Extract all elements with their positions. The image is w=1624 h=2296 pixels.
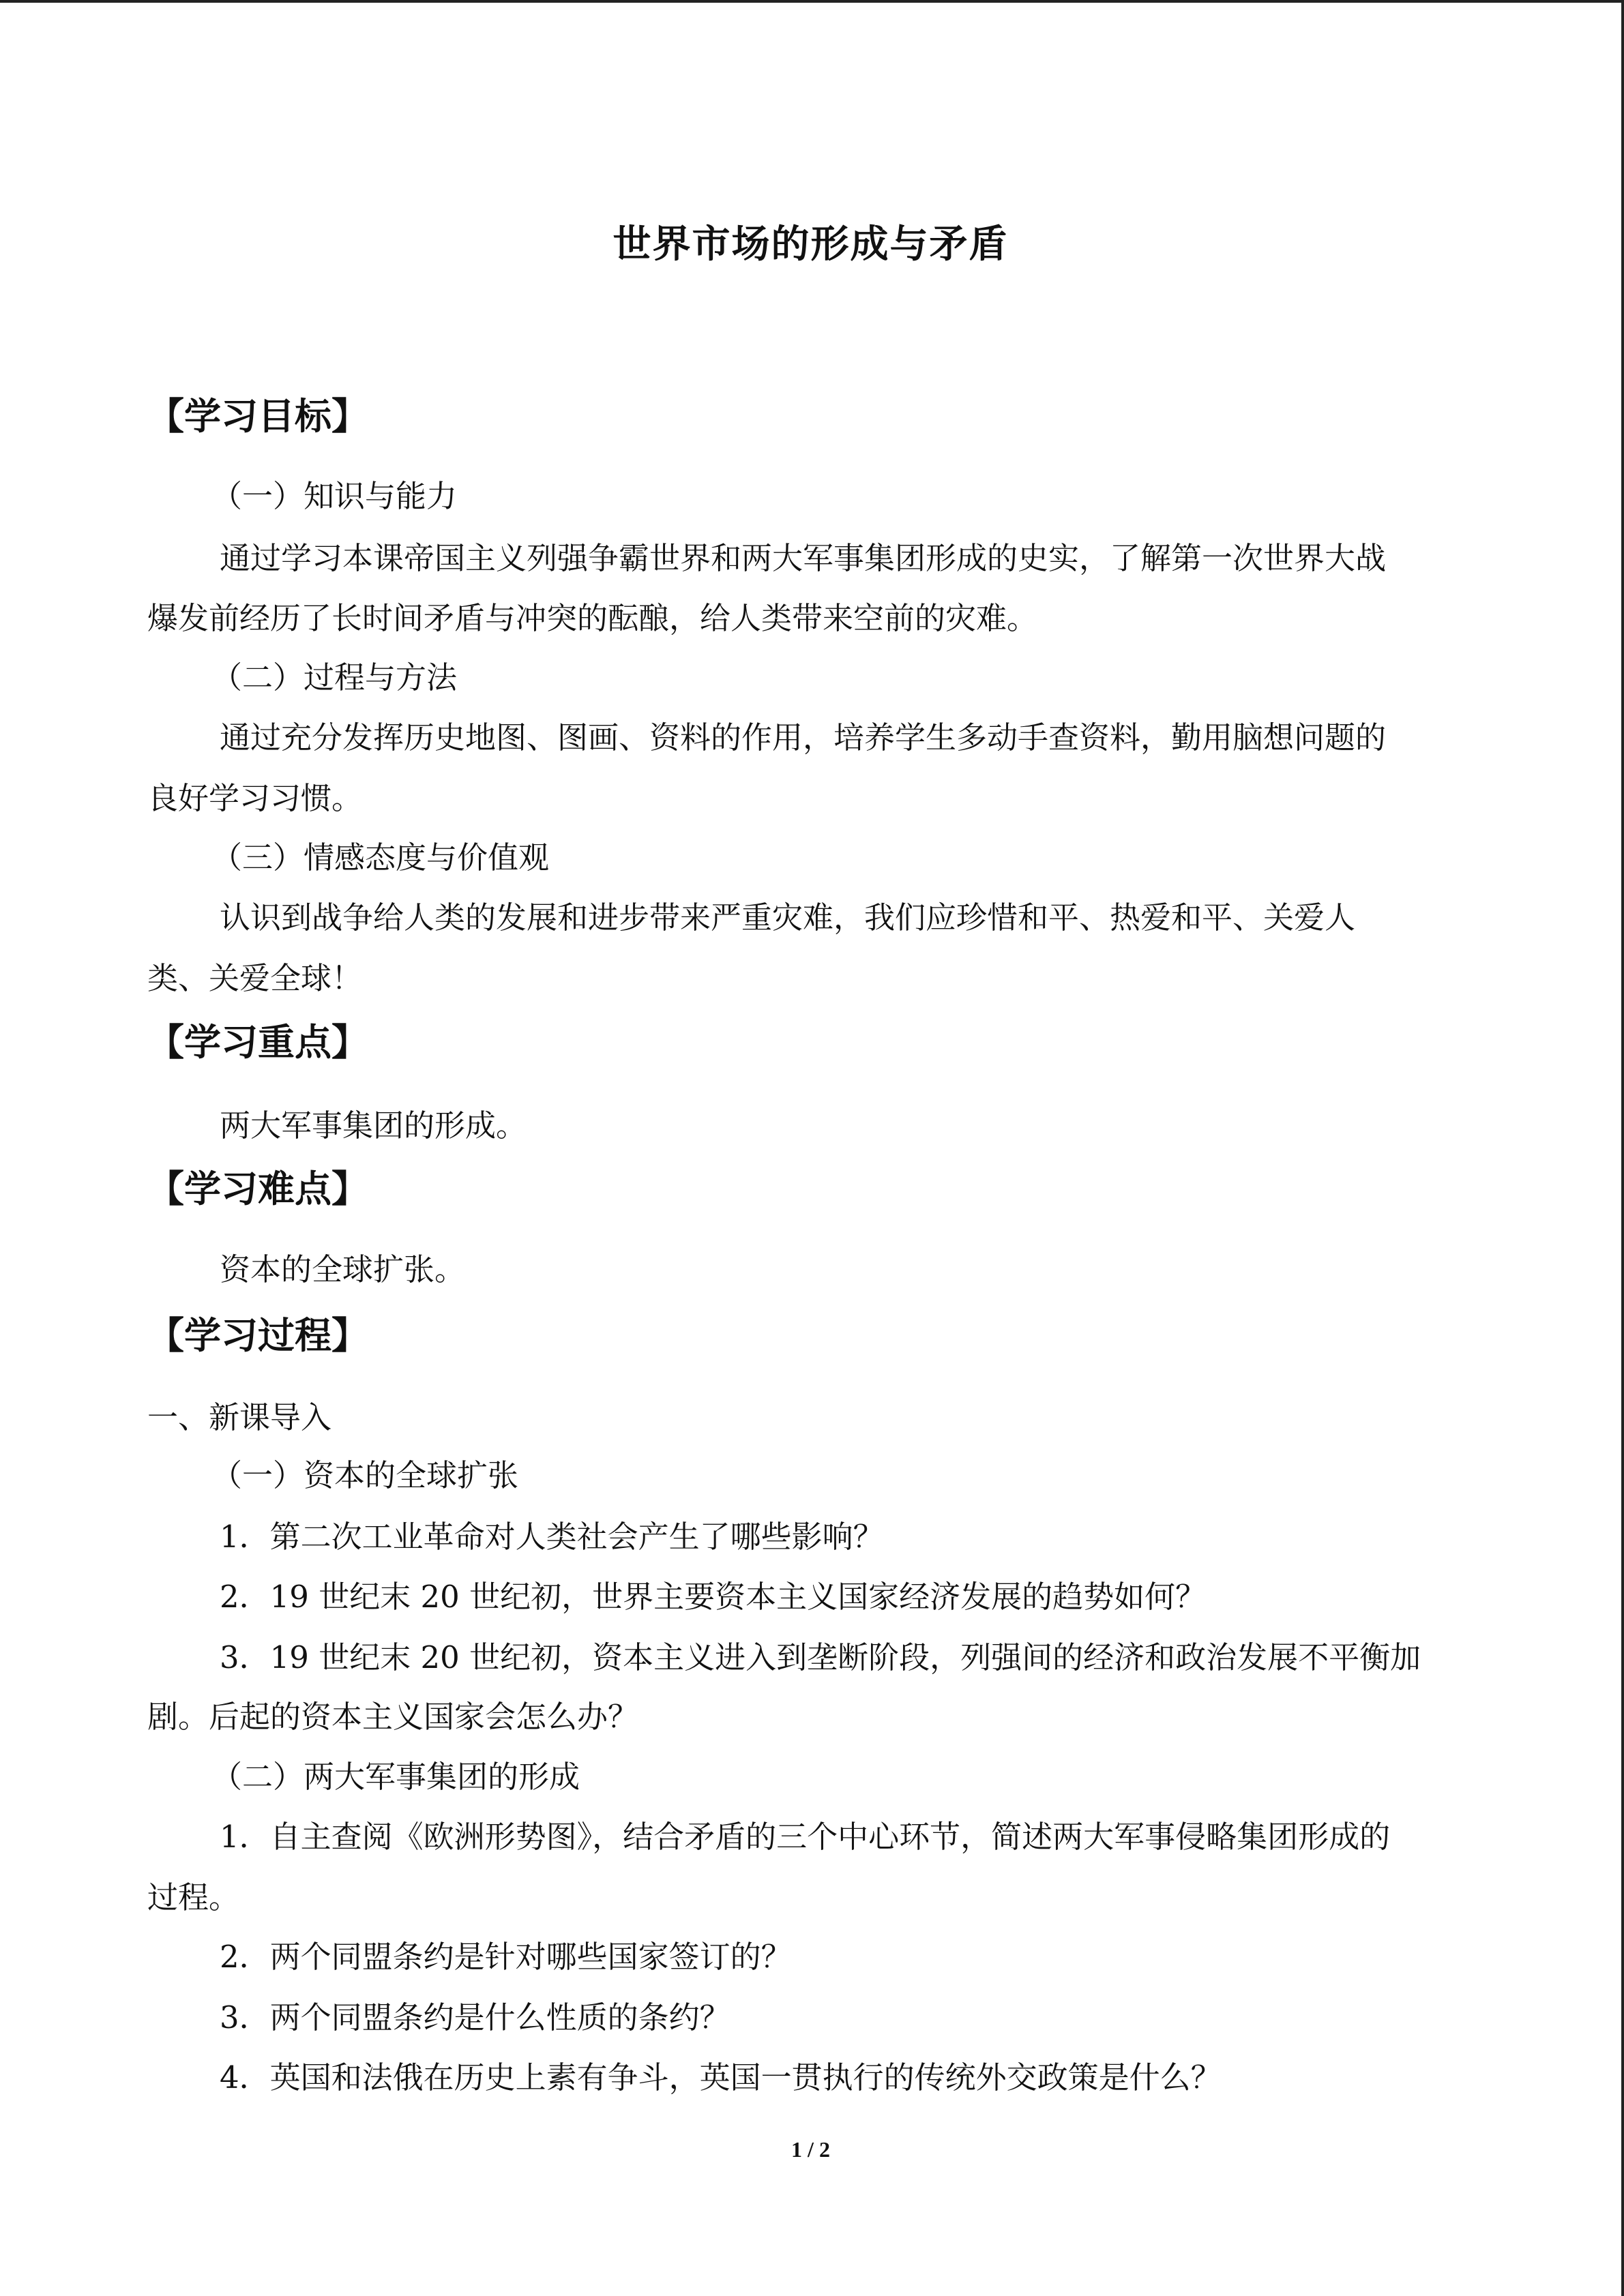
difficulties-text: 资本的全球扩张。: [220, 1251, 466, 1287]
process-question-1-2: 2．19 世纪末 20 世纪初，世界主要资本主义国家经济发展的趋势如何？: [220, 1579, 1207, 1615]
process-question-1-1: 1．第二次工业革命对人类社会产生了哪些影响？: [220, 1519, 884, 1555]
page-title: 世界市场的形成与矛盾: [612, 222, 1009, 267]
process-sub2: （二）两大军事集团的形成: [211, 1759, 580, 1795]
heading-process: 【学习过程】: [147, 1314, 368, 1357]
objectives-sub1-text-2: 爆发前经历了长时间矛盾与冲突的酝酿，给人类带来空前的灾难。: [147, 600, 1038, 636]
key-points-text: 两大军事集团的形成。: [220, 1107, 527, 1144]
process-question-2-1a: 1．自主查阅《欧洲形势图》，结合矛盾的三个中心环节，简述两大军事侵略集团形成的: [220, 1819, 1391, 1855]
process-part1: 一、新课导入: [147, 1399, 332, 1435]
objectives-sub3-text-1: 认识到战争给人类的发展和进步带来严重灾难，我们应珍惜和平、热爱和平、关爱人: [220, 899, 1356, 936]
page-number: 1 / 2: [791, 2137, 830, 2162]
objectives-sub3-text-2: 类、关爱全球！: [147, 960, 363, 996]
objectives-sub1-text-1: 通过学习本课帝国主义列强争霸世界和两大军事集团形成的史实，了解第一次世界大战: [220, 540, 1387, 576]
process-question-2-4: 4．英国和法俄在历史上素有争斗，英国一贯执行的传统外交政策是什么？: [220, 2059, 1222, 2096]
objectives-sub2-text-2: 良好学习习惯。: [147, 780, 363, 816]
objectives-sub1: （一）知识与能力: [211, 478, 458, 514]
objectives-sub2: （二）过程与方法: [211, 659, 458, 696]
heading-key-points: 【学习重点】: [147, 1021, 368, 1064]
heading-objectives: 【学习目标】: [147, 395, 368, 438]
process-question-2-2: 2．两个同盟条约是针对哪些国家签订的？: [220, 1939, 792, 1975]
process-question-2-1b: 过程。: [147, 1879, 240, 1915]
process-question-1-3b: 剧。后起的资本主义国家会怎么办？: [147, 1699, 639, 1735]
process-question-1-3a: 3．19 世纪末 20 世纪初，资本主义进入到垄断阶段，列强间的经济和政治发展不平衡加: [220, 1639, 1421, 1675]
objectives-sub2-text-1: 通过充分发挥历史地图、图画、资料的作用，培养学生多动手查资料，勤用脑想问题的: [220, 719, 1387, 756]
heading-difficulties: 【学习难点】: [147, 1167, 368, 1210]
process-question-2-3: 3．两个同盟条约是什么性质的条约？: [220, 1999, 730, 2036]
objectives-sub3: （三）情感态度与价值观: [211, 839, 550, 876]
process-sub1: （一）资本的全球扩张: [211, 1457, 519, 1493]
